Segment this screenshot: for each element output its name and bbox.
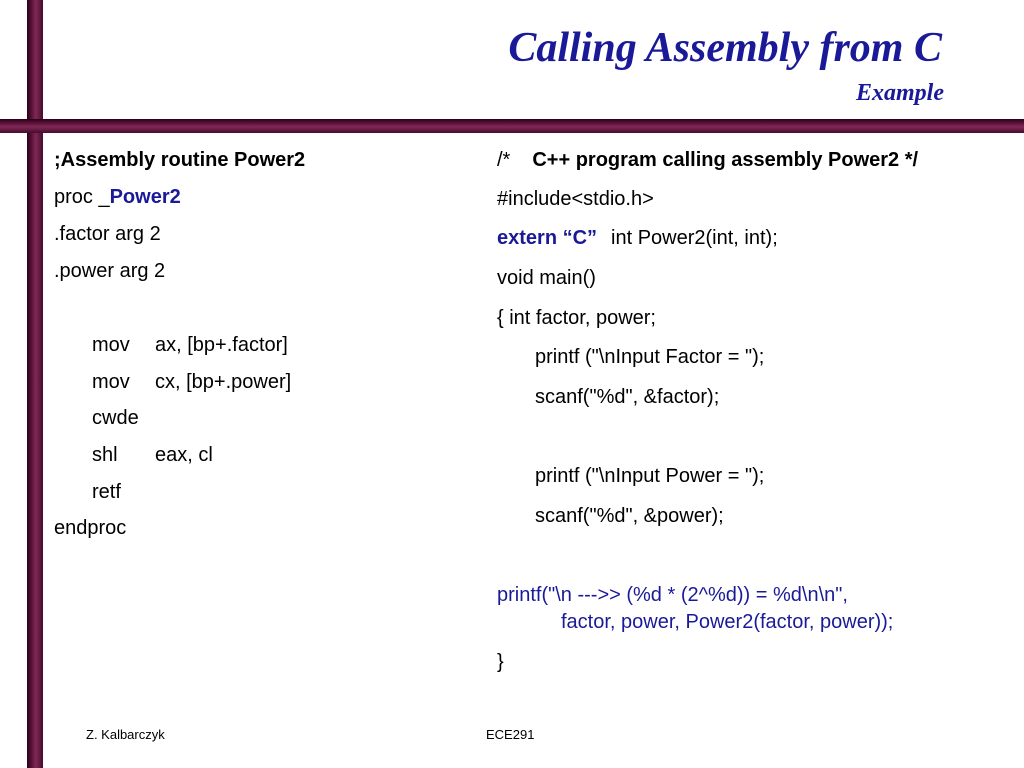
asm-endproc: endproc <box>54 517 127 539</box>
c-scanf-power: scanf("%d", &power); <box>535 505 724 527</box>
asm-instr-3-op: cwde <box>92 407 139 429</box>
c-printf-result: printf("\n --->> (%d * (2^%d)) = %d\n\n", <box>497 584 848 606</box>
slide-subtitle: Example <box>856 80 944 106</box>
asm-instr-5-op: retf <box>92 481 121 503</box>
asm-proc-prefix: proc _ <box>54 186 110 208</box>
c-comment-line <box>497 148 918 172</box>
asm-proc-name: Power2 <box>109 186 181 208</box>
c-printf-power: printf ("\nInput Power = "); <box>535 465 765 487</box>
c-printf-result-args: factor, power, Power2(factor, power)); <box>561 611 894 633</box>
c-close-brace: } <box>497 651 504 673</box>
c-main: void main() <box>497 267 596 289</box>
slide-title: Calling Assembly from C <box>508 25 942 71</box>
footer-author: Z. Kalbarczyk <box>86 727 165 742</box>
asm-power-arg: .power arg 2 <box>54 260 166 282</box>
title-divider-bar <box>0 119 1024 133</box>
asm-instr-1-args: ax, [bp+.factor] <box>155 334 288 356</box>
c-printf-factor: printf ("\nInput Factor = "); <box>535 346 765 368</box>
left-vertical-bar <box>27 0 43 768</box>
c-brace-decl: { int factor, power; <box>497 307 656 329</box>
c-comment-open: /* <box>497 149 511 171</box>
asm-comment: ;Assembly routine Power2 <box>54 149 306 171</box>
c-scanf-factor: scanf("%d", &factor); <box>535 386 720 408</box>
asm-instr-4-args: eax, cl <box>155 444 213 466</box>
c-include: #include<stdio.h> <box>497 188 654 210</box>
asm-instr-1-op: mov <box>92 334 130 356</box>
asm-factor-arg: .factor arg 2 <box>54 223 161 245</box>
asm-proc-line <box>54 185 181 209</box>
c-extern-decl: int Power2(int, int); <box>611 227 778 249</box>
asm-instr-2-args: cx, [bp+.power] <box>155 371 292 393</box>
c-extern-keyword: extern “C” <box>497 227 598 249</box>
footer-course: ECE291 <box>486 727 535 742</box>
c-extern-line <box>497 226 778 250</box>
asm-instr-2-op: mov <box>92 371 130 393</box>
asm-instr-4-op: shl <box>92 444 118 466</box>
c-comment-text: C++ program calling assembly Power2 */ <box>532 149 919 171</box>
